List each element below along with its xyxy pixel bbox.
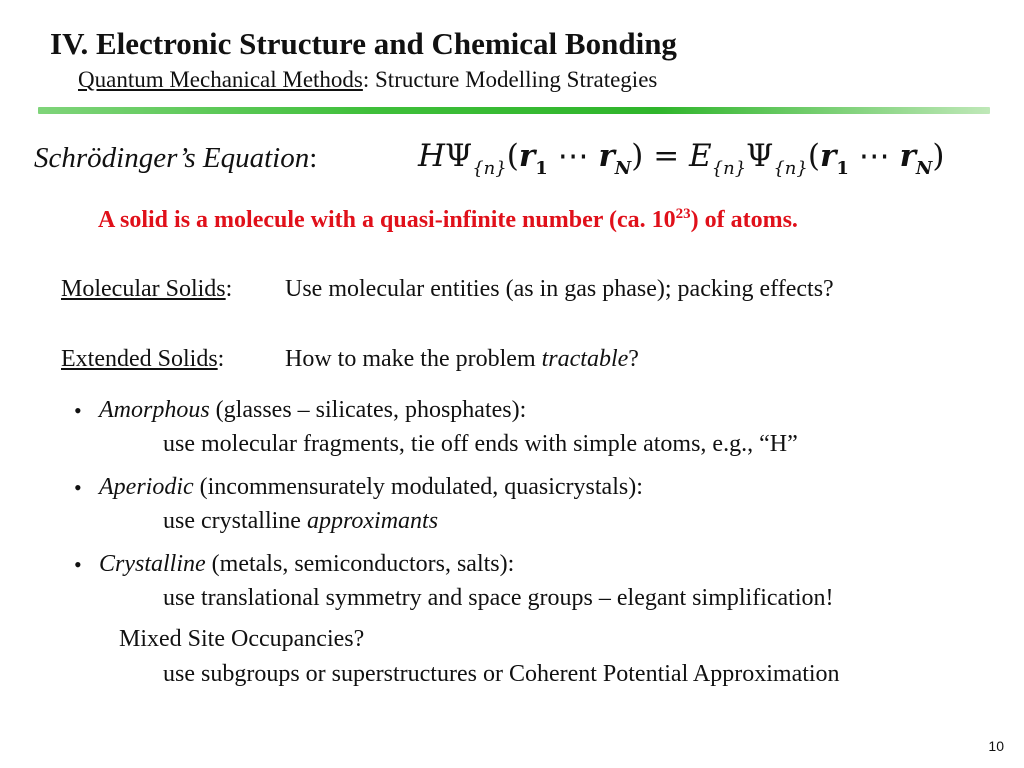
extended-solids-text [285, 346, 639, 373]
bullet-detail-text: use translational symmetry and space groups – elegant simplification! [163, 585, 834, 611]
bullet-detail-emphasis: approximants [306, 508, 439, 534]
bullet-term: Aperiodic [99, 474, 194, 500]
mixed-occupancies-heading: Mixed Site Occupancies? [119, 626, 365, 652]
r-subscript-last: N [614, 158, 632, 179]
equation-label-text: Schrödinger’s Equation [34, 142, 310, 174]
extended-solids-colon: : [217, 346, 225, 372]
paren-close-rhs: ) [932, 138, 945, 174]
slide-title: IV. Electronic Structure and Chemical Bonding [50, 26, 677, 61]
ellipsis: ⋯ [547, 138, 599, 174]
bullet-term: Amorphous [99, 397, 210, 423]
molecular-solids-label [61, 276, 232, 303]
equals-sign: = [643, 138, 690, 174]
r-subscript-first: 1 [535, 158, 548, 179]
extended-solids-label [61, 346, 224, 373]
solid-definition-statement [98, 207, 798, 234]
molecular-solids-text: Use molecular entities (as in gas phase); packing effects? [285, 276, 834, 302]
extended-solids-emphasis: tractable [541, 346, 629, 372]
bullet-marker: • [74, 398, 82, 423]
r-vector-first: r [518, 138, 536, 174]
bullet-aperiodic [99, 474, 643, 501]
psi-symbol: Ψ [445, 138, 473, 174]
r-subscript-first-rhs: 1 [836, 158, 849, 179]
subtitle-rest: : Structure Modelling Strategies [362, 67, 658, 92]
r-vector-last: r [598, 138, 615, 174]
equation-label [34, 142, 317, 175]
paren-open-rhs: ( [807, 138, 820, 174]
mixed-occupancies-detail: use subgroups or superstructures or Coherent Potential Approximation [163, 661, 840, 687]
bullet-description: (incommensurately modulated, quasicrystals): [193, 474, 643, 500]
psi-subscript: {n} [472, 158, 507, 179]
r-subscript-last-rhs: N [915, 158, 933, 179]
statement-exponent: 23 [675, 206, 691, 222]
molecular-solids-term: Molecular Solids [61, 276, 226, 302]
bullet-marker: • [74, 475, 82, 500]
slide-subtitle [78, 67, 657, 93]
r-vector-last-rhs: r [899, 138, 916, 174]
page-number: 10 [988, 738, 1004, 754]
ellipsis-rhs: ⋯ [848, 138, 900, 174]
hamiltonian-symbol: H [418, 138, 446, 174]
molecular-solids-colon: : [225, 276, 233, 302]
r-vector-first-rhs: r [819, 138, 837, 174]
paren-open: ( [506, 138, 519, 174]
title-divider [38, 107, 990, 114]
bullet-crystalline [99, 551, 514, 578]
bullet-detail-text: use crystalline [163, 508, 307, 534]
psi-symbol-rhs: Ψ [746, 138, 774, 174]
bullet-detail [163, 508, 438, 535]
bullet-description: (glasses – silicates, phosphates): [209, 397, 527, 423]
psi-subscript-rhs: {n} [773, 158, 808, 179]
subtitle-topic: Quantum Mechanical Methods [78, 67, 363, 92]
bullet-detail [163, 585, 834, 612]
bullet-description: (metals, semiconductors, salts): [205, 551, 515, 577]
bullet-detail-text: use molecular fragments, tie off ends with simple atoms, e.g., “H” [163, 431, 798, 457]
extended-solids-text-start: How to make the problem [285, 346, 542, 372]
extended-solids-text-end: ? [628, 346, 639, 372]
bullet-detail [163, 431, 798, 458]
bullet-amorphous [99, 397, 526, 424]
schrodinger-equation [418, 138, 945, 179]
energy-symbol: E [689, 138, 712, 174]
extended-solids-term: Extended Solids [61, 346, 218, 372]
equation-label-colon: : [309, 142, 318, 174]
statement-text-end: ) of atoms. [690, 207, 798, 233]
bullet-marker: • [74, 552, 82, 577]
energy-subscript: {n} [711, 158, 747, 179]
statement-text: A solid is a molecule with a quasi-infinite number (ca. 10 [98, 207, 676, 233]
bullet-term: Crystalline [99, 551, 206, 577]
paren-close: ) [631, 138, 644, 174]
